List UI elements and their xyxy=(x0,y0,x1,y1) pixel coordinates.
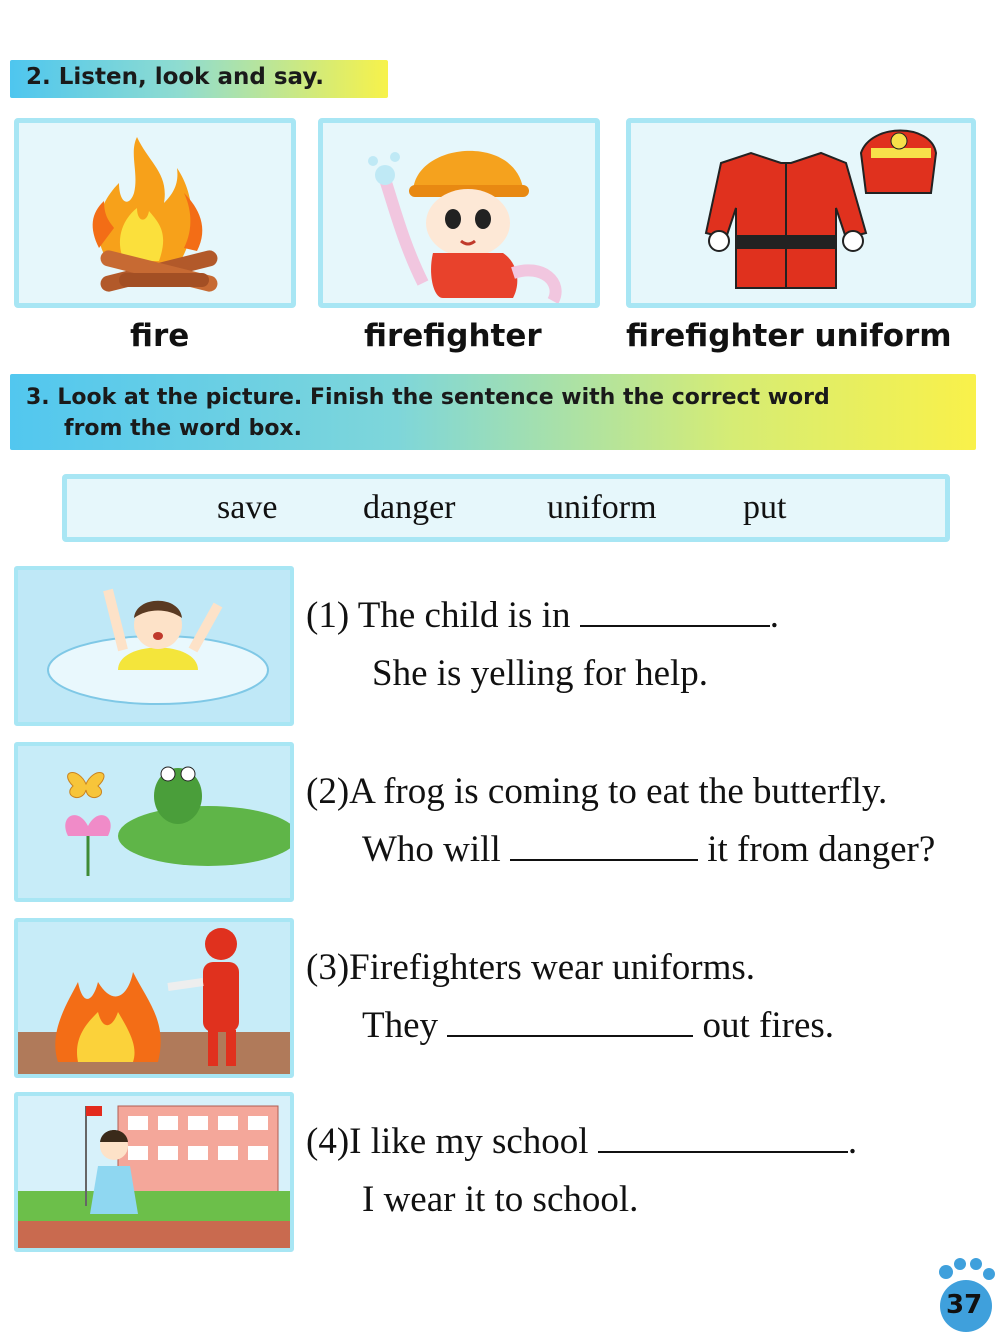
answer-blank[interactable] xyxy=(580,597,770,627)
question-3-line-2 xyxy=(362,1004,834,1047)
question-4-picture xyxy=(14,1092,294,1252)
page-number: 37 xyxy=(946,1290,983,1320)
firefighter-picture-panel xyxy=(318,118,600,308)
vocab-label-firefighter-uniform: firefighter uniform xyxy=(626,318,952,354)
section-2-title: 2. Listen, look and say. xyxy=(10,60,388,98)
uniform-picture-panel xyxy=(626,118,976,308)
question-2-line-1 xyxy=(306,770,887,813)
question-number: (2) xyxy=(306,771,350,812)
question-4-line-1 xyxy=(306,1120,857,1163)
campfire-icon xyxy=(19,123,291,303)
question-text: Who will xyxy=(362,829,501,870)
question-text: I like my school xyxy=(349,1121,589,1162)
word-box xyxy=(62,474,950,542)
question-4-line-2: I wear it to school. xyxy=(362,1179,639,1220)
vocab-label-fire: fire xyxy=(130,318,190,354)
fire-picture-panel xyxy=(14,118,296,308)
question-text: . xyxy=(847,1121,858,1162)
section-3-title-line-1: 3. Look at the picture. Finish the sentence with the correct word xyxy=(26,385,830,410)
section-3-title-line-2: from the word box. xyxy=(64,416,302,441)
question-text: A frog is coming to eat the butterfly. xyxy=(349,771,888,812)
section-3-title xyxy=(10,374,976,450)
question-number: (3) xyxy=(306,947,350,988)
question-text: out fires. xyxy=(702,1005,835,1046)
question-2-line-2 xyxy=(362,828,935,871)
word-box-item: save xyxy=(217,489,278,526)
question-1-line-2: She is yelling for help. xyxy=(372,653,709,694)
firefighter-icon xyxy=(323,123,595,303)
answer-blank[interactable] xyxy=(598,1123,848,1153)
frog-butterfly-icon xyxy=(18,746,290,898)
question-text: . xyxy=(769,595,779,636)
word-box-item: danger xyxy=(363,489,456,526)
drowning-child-icon xyxy=(18,570,290,722)
question-1-line-1 xyxy=(306,594,779,637)
answer-blank[interactable] xyxy=(510,831,698,861)
question-text: The child is in xyxy=(357,595,571,636)
question-1-picture xyxy=(14,566,294,726)
question-text: They xyxy=(362,1005,439,1046)
question-3-line-1 xyxy=(306,946,755,989)
word-box-item: uniform xyxy=(547,489,657,526)
vocab-label-firefighter: firefighter xyxy=(364,318,542,354)
question-number: (4) xyxy=(306,1121,350,1162)
answer-blank[interactable] xyxy=(447,1007,693,1037)
firefighter-spraying-icon xyxy=(18,922,290,1074)
page-number-badge xyxy=(932,1256,1000,1336)
question-3-picture xyxy=(14,918,294,1078)
word-box-item: put xyxy=(743,489,787,526)
school-girl-icon xyxy=(18,1096,290,1248)
uniform-icon xyxy=(631,123,971,303)
question-text: Firefighters wear uniforms. xyxy=(349,947,756,988)
question-text: it from danger? xyxy=(707,829,936,870)
question-2-picture xyxy=(14,742,294,902)
question-number: (1) xyxy=(306,595,350,636)
